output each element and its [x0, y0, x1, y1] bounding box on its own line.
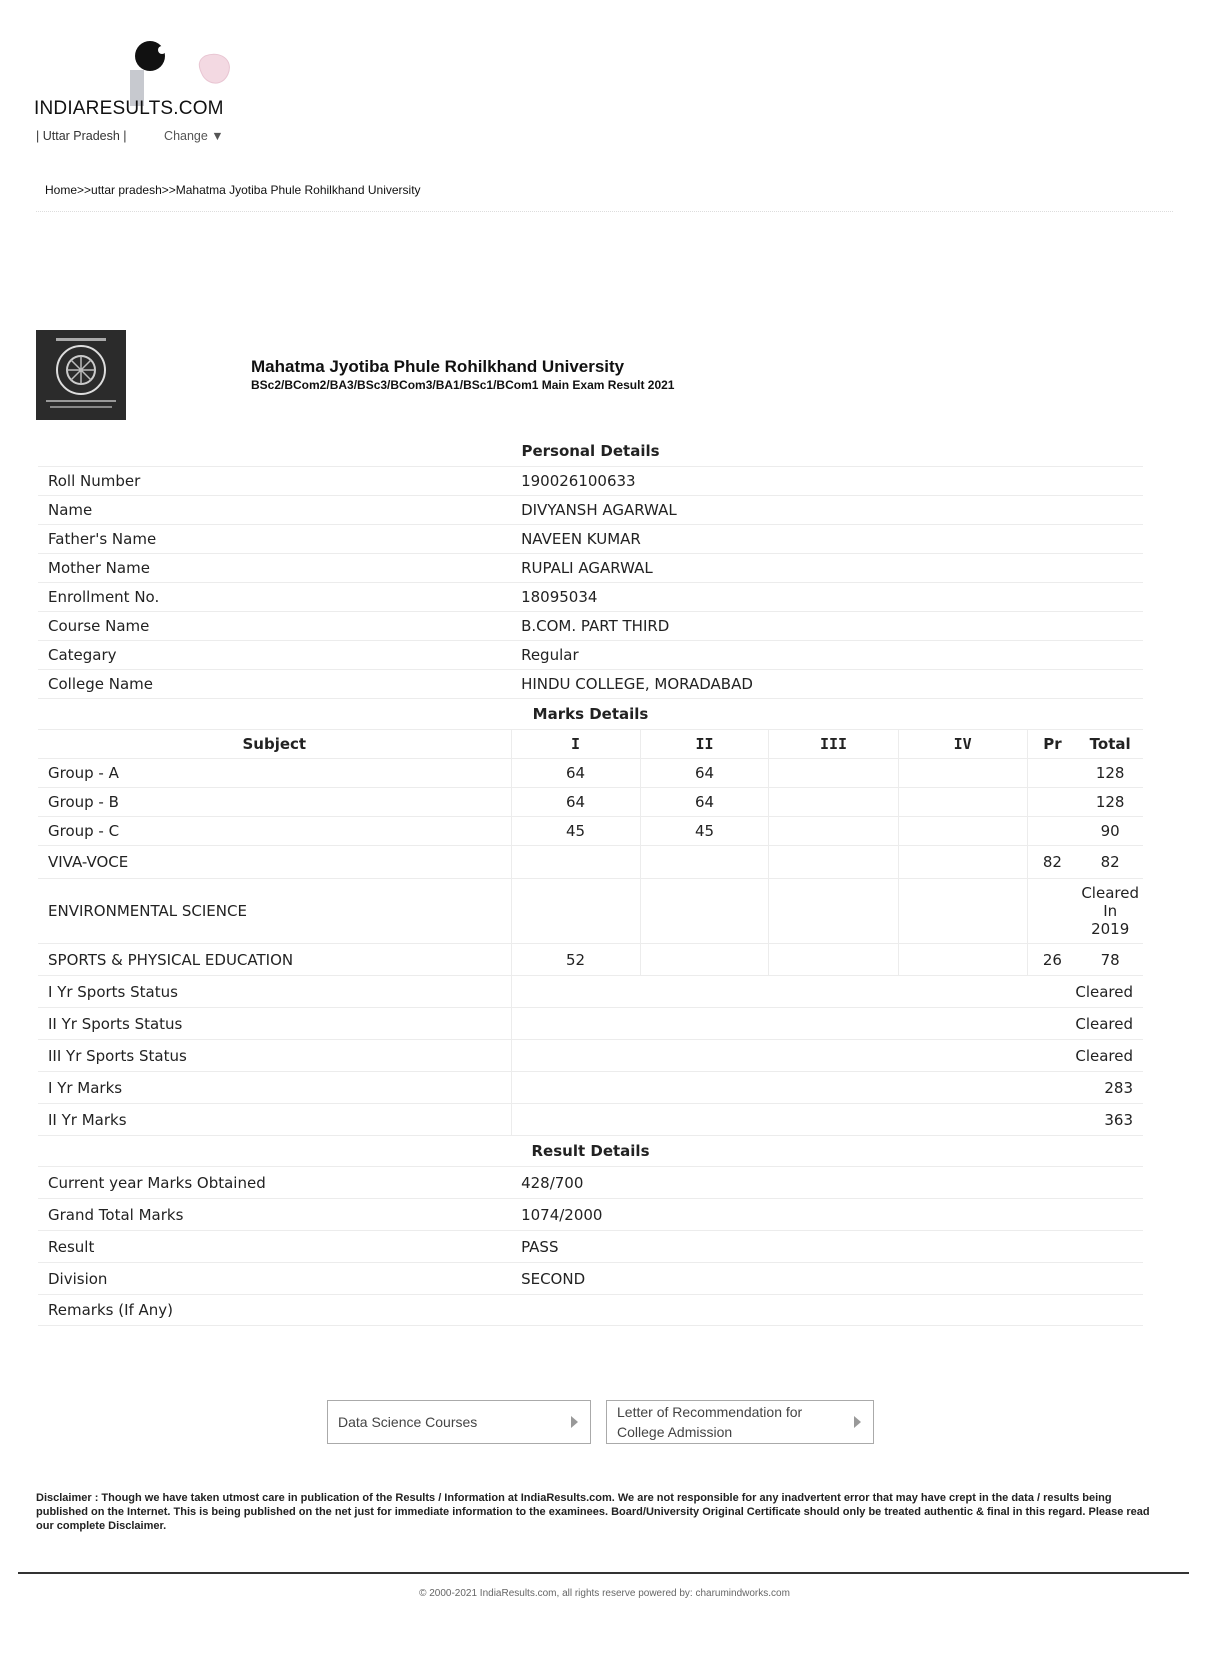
table-row [38, 612, 1143, 641]
mark-ii [640, 879, 769, 944]
mark-pr [1027, 759, 1077, 788]
row-value: Regular [511, 641, 1143, 670]
row-label: Grand Total Marks [38, 1199, 511, 1231]
table-row [38, 496, 1143, 525]
row-value: HINDU COLLEGE, MORADABAD [511, 670, 1143, 699]
table-row [38, 467, 1143, 496]
status-value: Cleared [511, 976, 1143, 1008]
subject-name: ENVIRONMENTAL SCIENCE [38, 879, 511, 944]
mark-iii [769, 879, 898, 944]
status-value: Cleared [511, 1040, 1143, 1072]
mark-pr [1027, 817, 1077, 846]
mark-iv [898, 788, 1027, 817]
mark-pr: 26 [1027, 944, 1077, 976]
mark-ii [640, 846, 769, 879]
table-row [38, 1263, 1143, 1295]
mark-iv [898, 879, 1027, 944]
row-label: Roll Number [38, 467, 511, 496]
row-value: SECOND [511, 1263, 1143, 1295]
ad-label: Data Science Courses [338, 1414, 478, 1430]
ad-label-line: Letter of Recommendation for [617, 1404, 803, 1420]
row-value: 18095034 [511, 583, 1143, 612]
status-label: I Yr Sports Status [38, 976, 511, 1008]
mark-iii [769, 944, 898, 976]
personal-details-heading: Personal Details [38, 436, 1143, 467]
marks-row [38, 788, 1143, 817]
status-row [38, 1008, 1143, 1040]
col-i: I [511, 730, 640, 759]
table-row [38, 583, 1143, 612]
col-iv: IV [898, 730, 1027, 759]
subject-name: Group - B [38, 788, 511, 817]
status-value: Cleared [511, 1008, 1143, 1040]
site-name: INDIARESULTS.COM [34, 98, 224, 119]
table-row [38, 641, 1143, 670]
table-row [38, 670, 1143, 699]
row-label: Remarks (If Any) [38, 1295, 511, 1326]
mark-total [1077, 879, 1143, 944]
status-label: III Yr Sports Status [38, 1040, 511, 1072]
row-value: 428/700 [511, 1167, 1143, 1199]
status-row [38, 976, 1143, 1008]
mark-iv [898, 759, 1027, 788]
result-table [38, 436, 1143, 1326]
mark-ii: 45 [640, 817, 769, 846]
status-label: I Yr Marks [38, 1072, 511, 1104]
breadcrumb[interactable]: Home>>uttar pradesh>>Mahatma Jyotiba Phule Rohilkhand University [45, 183, 421, 197]
total-line: In [1103, 902, 1118, 920]
col-total: Total [1077, 730, 1143, 759]
result-details-heading: Result Details [38, 1136, 1143, 1167]
marks-row [38, 944, 1143, 976]
row-value: B.COM. PART THIRD [511, 612, 1143, 641]
row-value: DIVYANSH AGARWAL [511, 496, 1143, 525]
table-row [38, 1231, 1143, 1263]
mark-total: 82 [1077, 846, 1143, 879]
col-subject: Subject [38, 730, 511, 759]
marks-row [38, 817, 1143, 846]
mark-i: 45 [511, 817, 640, 846]
ad-label-line: College Admission [617, 1424, 733, 1440]
row-value: NAVEEN KUMAR [511, 525, 1143, 554]
mark-total: 78 [1077, 944, 1143, 976]
row-label: Course Name [38, 612, 511, 641]
disclaimer-text: Disclaimer : Though we have taken utmost care in publication of the Results / Information at IndiaResults.com. We are not responsible for any inadvertent error that may have crept in the data / results being published on the Internet. This is being published on the net just for immediate information to the examinees. Board/University Original Certificate should only be treated authentic & final in this regard. Please read our complete Disclaimer. [36, 1492, 1150, 1532]
university-emblem [36, 330, 126, 420]
marks-header-row [38, 730, 1143, 759]
exam-title: BSc2/BCom2/BA3/BSc3/BCom3/BA1/BSc1/BCom1 Main Exam Result 2021 [251, 378, 675, 392]
status-value: 363 [511, 1104, 1143, 1136]
row-label: Mother Name [38, 554, 511, 583]
subject-name: Group - C [38, 817, 511, 846]
status-label: II Yr Marks [38, 1104, 511, 1136]
mark-iv [898, 817, 1027, 846]
mark-ii [640, 944, 769, 976]
row-label: Result [38, 1231, 511, 1263]
row-label: Enrollment No. [38, 583, 511, 612]
table-row [38, 1167, 1143, 1199]
university-seal-icon [36, 330, 126, 420]
mark-ii: 64 [640, 759, 769, 788]
university-name: Mahatma Jyotiba Phule Rohilkhand University [251, 357, 625, 376]
col-ii: II [640, 730, 769, 759]
subject-name: Group - A [38, 759, 511, 788]
table-row [38, 1295, 1143, 1326]
row-label: Categary [38, 641, 511, 670]
subject-name: VIVA-VOCE [38, 846, 511, 879]
row-label: Current year Marks Obtained [38, 1167, 511, 1199]
mark-i: 64 [511, 788, 640, 817]
row-label: College Name [38, 670, 511, 699]
mark-total: 128 [1077, 759, 1143, 788]
mark-iii [769, 759, 898, 788]
status-row [38, 1040, 1143, 1072]
status-row [38, 1104, 1143, 1136]
total-line: 2019 [1091, 920, 1130, 938]
divider [36, 211, 1173, 212]
mark-total: 128 [1077, 788, 1143, 817]
mark-ii: 64 [640, 788, 769, 817]
mark-iii [769, 788, 898, 817]
subject-name: SPORTS & PHYSICAL EDUCATION [38, 944, 511, 976]
total-line: Cleared [1081, 884, 1139, 902]
row-value: 190026100633 [511, 467, 1143, 496]
table-row [38, 554, 1143, 583]
mark-pr [1027, 788, 1077, 817]
recommendation-letter-link[interactable] [606, 1400, 874, 1444]
mark-i [511, 846, 640, 879]
table-row [38, 1199, 1143, 1231]
data-science-courses-link[interactable] [327, 1400, 591, 1444]
copyright-text: © 2000-2021 IndiaResults.com, all rights reserve powered by: charumindworks.com [419, 1588, 790, 1599]
university-heading [251, 357, 674, 392]
status-row [38, 1072, 1143, 1104]
row-value: RUPALI AGARWAL [511, 554, 1143, 583]
arrow-right-icon [854, 1416, 861, 1428]
row-value: PASS [511, 1231, 1143, 1263]
change-state-link[interactable]: Change ▼ [164, 129, 224, 143]
marks-row [38, 846, 1143, 879]
marks-row [38, 879, 1143, 944]
col-iii: III [769, 730, 898, 759]
current-state: | Uttar Pradesh | [36, 129, 127, 143]
mark-iv [898, 944, 1027, 976]
row-label: Division [38, 1263, 511, 1295]
mark-iv [898, 846, 1027, 879]
mark-pr: 82 [1027, 846, 1077, 879]
mark-i: 52 [511, 944, 640, 976]
status-label: II Yr Sports Status [38, 1008, 511, 1040]
row-label: Name [38, 496, 511, 525]
mark-i: 64 [511, 759, 640, 788]
table-row [38, 525, 1143, 554]
mark-total: 90 [1077, 817, 1143, 846]
logo-graduate-icon [110, 36, 230, 106]
mark-pr [1027, 879, 1077, 944]
row-label: Father's Name [38, 525, 511, 554]
footer-divider [18, 1572, 1189, 1574]
marks-row [38, 759, 1143, 788]
row-value [511, 1295, 1143, 1326]
row-value: 1074/2000 [511, 1199, 1143, 1231]
mark-iii [769, 846, 898, 879]
arrow-right-icon [571, 1416, 578, 1428]
mark-i [511, 879, 640, 944]
state-selector [36, 129, 224, 143]
status-value: 283 [511, 1072, 1143, 1104]
mark-iii [769, 817, 898, 846]
col-pr: Pr [1027, 730, 1077, 759]
marks-details-heading: Marks Details [38, 699, 1143, 730]
ad-label [617, 1402, 802, 1442]
